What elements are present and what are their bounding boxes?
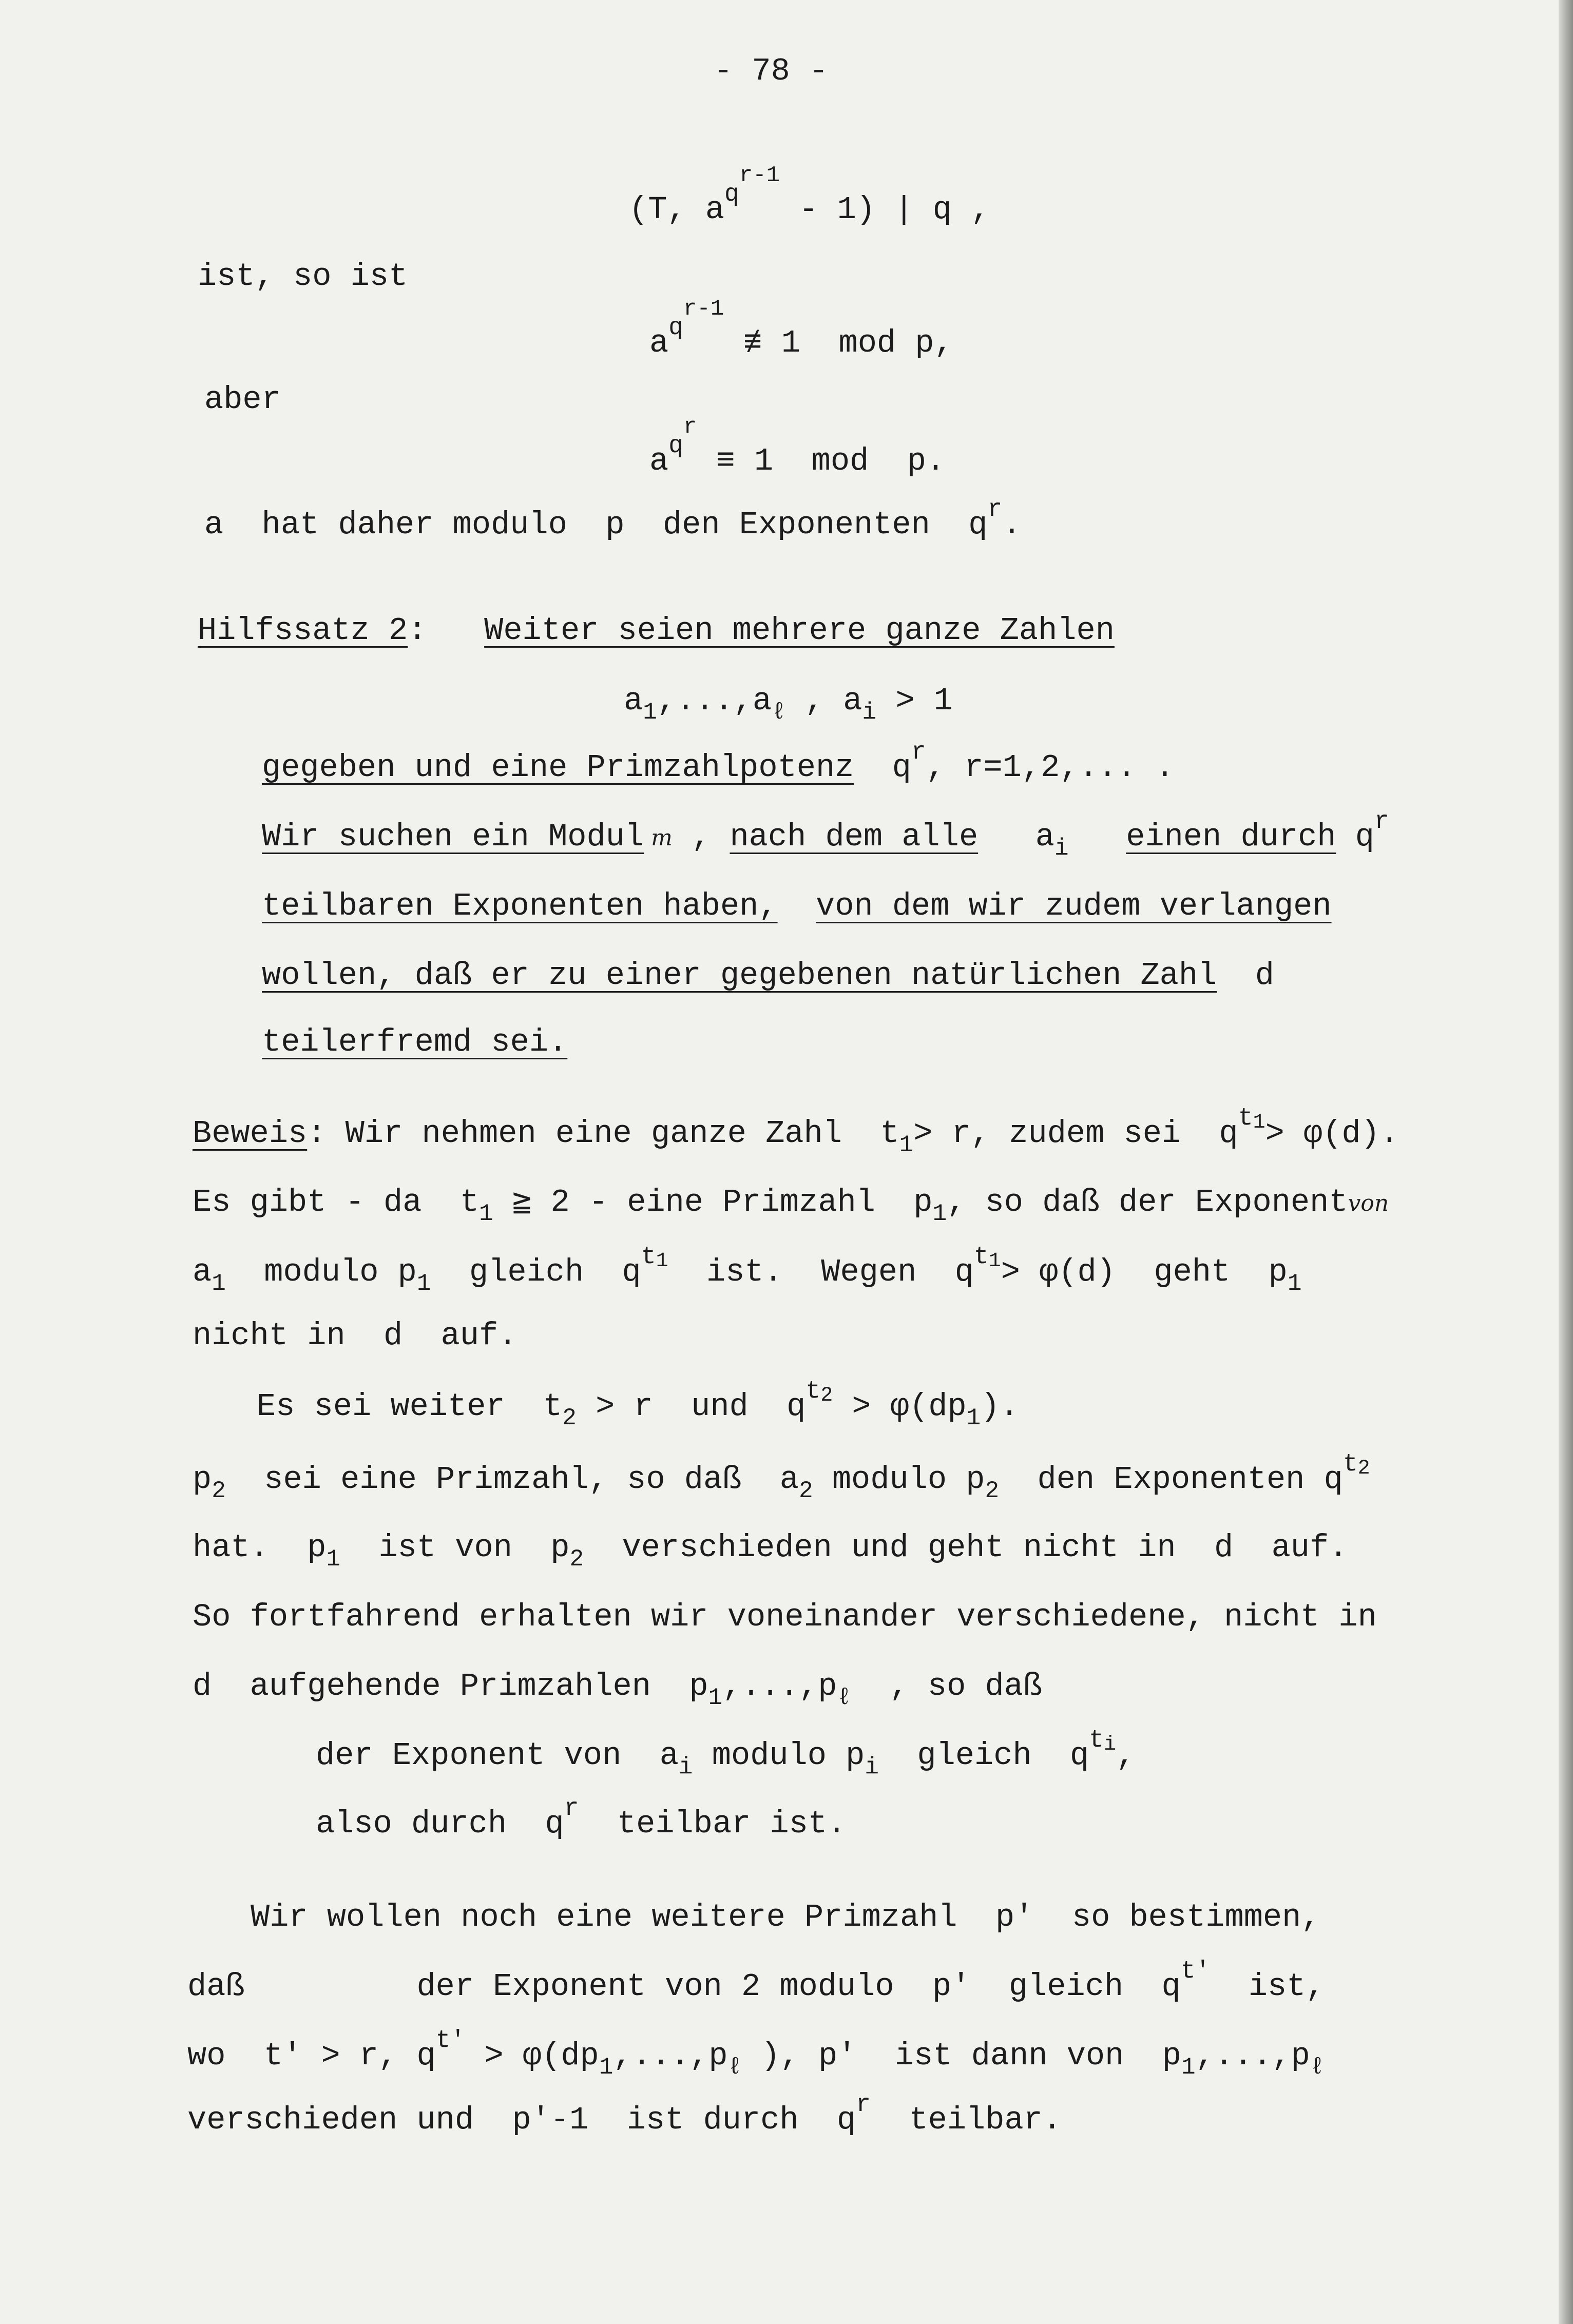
final-line-2: daß der Exponent von 2 modulo p' gleich $q^{t'}$ ist, [187, 1958, 1325, 2005]
beweis-line-3: $a_1$ modulo $p_1$ gleich $q^{t1}$ ist. Wegen $q^{t1}> \varphi(d)$ geht $p_1$ [193, 1243, 1302, 1297]
beweis-line-7: hat. $p_1$ ist von $p_2$ verschieden und geht nicht in d auf. [193, 1529, 1348, 1573]
page-edge-shadow [1559, 0, 1573, 2324]
text-aber: aber [204, 381, 281, 418]
page-number: - 78 - [714, 53, 829, 89]
beweis-label: Beweis [193, 1115, 308, 1152]
beweis-line-2: Es gibt - da $t_1$ ≧ 2 - eine Primzahl $p_1$, so daß der Exponentvon [193, 1184, 1389, 1227]
beweis-line-4: nicht in d auf. [193, 1318, 517, 1354]
beweis-line-9: d aufgehende Primzahlen $p_1,...,p_\ell$ , so daß [193, 1668, 1043, 1711]
formula-3: $a^{qr} \equiv 1$ mod p. [649, 414, 946, 479]
beweis-line-8: So fortfahrend erhalten wir voneinander verschiedene, nicht in [193, 1599, 1377, 1635]
hilfssatz-line-4: Wir suchen ein Modul m , nach dem alle $a_i$ einen durch $q^r$ [262, 808, 1389, 862]
handwritten-von: von [1348, 1190, 1389, 1216]
formula-1: (T, $a^{qr-1} - 1$) | q , [629, 163, 990, 228]
text-hat-daher: a hat daher modulo p den Exponenten $q^r$. [204, 496, 1022, 543]
beweis-line-1: Beweis: Wir nehmen eine ganze Zahl $t_1> r$, zudem sei $q^{t1}> \varphi(d)$. [193, 1105, 1399, 1158]
hilfssatz-line-2: $a_1,...,a_\ell$ , $a_i > 1$ [624, 683, 953, 726]
text-so-ist: ist, so ist [198, 258, 408, 295]
beweis-line-11: also durch $q^r$ teilbar ist. [316, 1795, 847, 1842]
hilfssatz-label: Hilfssatz 2 [198, 612, 408, 649]
hilfssatz-line-5: teilbaren Exponenten haben, von dem wir zudem verlangen [262, 888, 1332, 924]
final-line-3: wo t' > r, $q^{t'} > \varphi(dp_1,...,p_\ell$ ), p' ist dann von $p_1,...,p_\ell$ [187, 2027, 1325, 2081]
hilfssatz-line-3: gegeben und eine Primzahlpotenz $q^r$, r=1,2,... . [262, 739, 1175, 786]
beweis-line-10: der Exponent von $a_i$ modulo $p_i$ gleich $q^{ti}$, [316, 1727, 1136, 1780]
final-line-1: Wir wollen noch eine weitere Primzahl p' so bestimmen, [251, 1899, 1320, 1935]
formula-2: $a^{qr-1}$ ≢ 1 mod p, [649, 296, 953, 361]
beweis-line-5: Es sei weiter $t_2 > r$ und $q^{t2} > \varphi(dp_1)$. [257, 1378, 1019, 1431]
hilfssatz-line-7: teilerfremd sei. [262, 1024, 568, 1060]
hilfssatz-line-6: wollen, daß er zu einer gegebenen natürlichen Zahl d [262, 957, 1274, 994]
beweis-line-6: $p_2$ sei eine Primzahl, so daß $a_2$ modulo $p_2$ den Exponenten $q^{t2}$ [193, 1450, 1370, 1504]
hilfssatz-line-1: Hilfssatz 2: Weiter seien mehrere ganze Zahlen [198, 612, 1115, 649]
final-line-4: verschieden und p'-1 ist durch $q^r$ teilbar. [187, 2091, 1062, 2138]
